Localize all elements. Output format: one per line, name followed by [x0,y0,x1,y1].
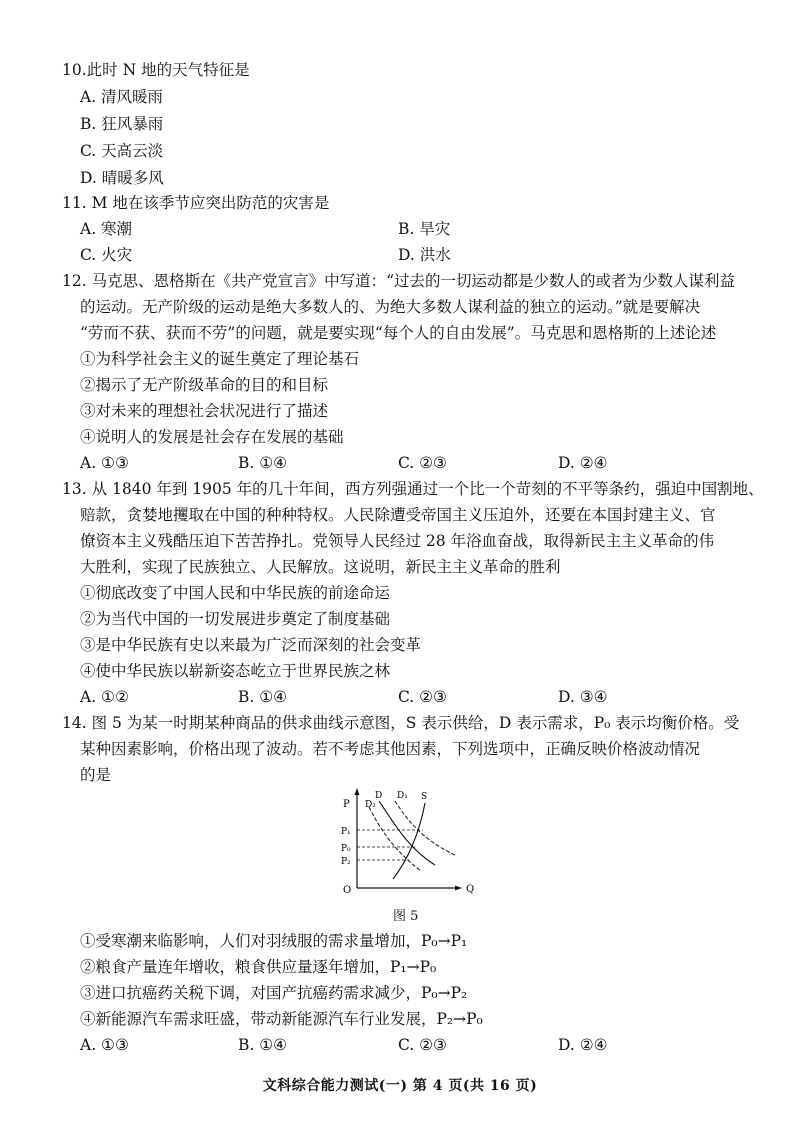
q13-stem-line-1: 13. 从 1840 年到 1905 年的几十年间，西方列强通过一个比一个苛刻的不平等条约，强迫中国割地、 [62,480,764,498]
p1-label: P₁ [341,827,351,837]
q10-stem: 10.此时 N 地的天气特征是 [62,61,250,79]
q13-item-1: ①彻底改变了中国人民和中华民族的前途命运 [80,584,391,602]
d-label: D [375,791,383,801]
q12-stem-line-2: 的运动。无产阶级的运动是绝大多数人的、为绝大多数人谋利益的独立的运动。”就是要解决 [80,298,701,316]
d2-label: D₂ [365,800,376,810]
q13-stem-line-4: 大胜利，实现了民族独立、人民解放。这说明，新民主主义革命的胜利 [80,558,561,576]
q11-option-d: D. 洪水 [398,246,451,264]
q13-option-a: A. ①② [80,688,129,706]
q13-stem-line-2: 赔款，贪婪地攫取在中国的种种特权。人民除遭受帝国主义压迫外，还要在本国封建主义、官 [80,506,716,524]
q14-item-2: ②粮食产量连年增收，粮食供应量逐年增加，P₁→P₀ [80,958,437,976]
demand-curve-d [379,801,435,865]
q13-item-2: ②为当代中国的一切发展进步奠定了制度基础 [80,610,391,628]
q-axis-label: Q [466,884,475,895]
q12-item-2: ②揭示了无产阶级革命的目的和目标 [80,376,329,394]
q14-item-4: ④新能源汽车需求旺盛，带动新能源汽车行业发展，P₂→P₀ [80,1010,483,1028]
q14-item-3: ③进口抗癌药关税下调，对国产抗癌药需求减少，P₀→P₂ [80,984,468,1002]
q14-option-b: B. ①④ [238,1036,288,1054]
q14-option-d: D. ②④ [558,1036,608,1054]
q14-stem-line-3: 的是 [80,766,112,784]
origin-label: O [343,885,352,896]
q12-stem-line-1: 12. 马克思、恩格斯在《共产党宣言》中写道：“过去的一切运动都是少数人的或者为少数人谋利益 [62,272,736,290]
q14-option-c: C. ②③ [398,1036,447,1054]
p0-label: P₀ [341,844,351,854]
q12-item-1: ①为科学社会主义的诞生奠定了理论基石 [80,350,360,368]
q12-option-a: A. ①③ [80,454,129,472]
q14-stem-line-2: 某种因素影响，价格出现了波动。若不考虑其他因素，下列选项中，正确反映价格波动情况 [80,740,701,758]
q11-stem: 11. M 地在该季节应突出防范的灾害是 [62,194,330,212]
d1-label: D₁ [397,791,408,801]
demand-curve-d2 [369,807,421,871]
q10-option-a: A. 清风暖雨 [80,88,164,106]
page-footer: 文科综合能力测试(一) 第 4 页(共 16 页) [262,1078,538,1094]
q14-stem-line-1: 14. 图 5 为某一时期某种商品的供求曲线示意图，S 表示供给，D 表示需求，P₀ 表示均衡价格。受 [62,714,740,732]
q10-option-b: B. 狂风暴雨 [80,115,164,133]
q13-item-4: ④使中华民族以崭新姿态屹立于世界民族之林 [80,662,391,680]
q10-option-c: C. 天高云淡 [80,142,164,160]
figure-caption: 图 5 [393,909,419,924]
q12-item-4: ④说明人的发展是社会存在发展的基础 [80,428,344,446]
q11-option-a: A. 寒潮 [80,220,133,238]
p-axis-label: P [343,799,350,810]
q12-item-3: ③对未来的理想社会状况进行了描述 [80,402,329,420]
s-label: S [421,792,428,802]
supply-curve-s [393,803,425,879]
q12-option-d: D. ②④ [558,454,608,472]
q-axis-arrow [455,886,462,891]
q12-option-b: B. ①④ [238,454,288,472]
q13-stem-line-3: 僚资本主义残酷压迫下苦苦挣扎。党领导人民经过 28 年浴血奋战，取得新民主主义革命的伟 [80,532,715,550]
q13-option-b: B. ①④ [238,688,288,706]
q14-item-1: ①受寒潮来临影响，人们对羽绒服的需求量增加，P₀→P₁ [80,932,468,950]
q13-option-c: C. ②③ [398,688,447,706]
supply-demand-figure [335,785,475,900]
q11-option-b: B. 旱灾 [398,220,451,238]
q14-option-a: A. ①③ [80,1036,129,1054]
p2-label: P₂ [341,857,351,867]
q13-item-3: ③是中华民族有史以来最为广泛而深刻的社会变革 [80,636,422,654]
q11-option-c: C. 火灾 [80,246,133,264]
q10-option-d: D. 晴暖多风 [80,169,164,187]
q12-option-c: C. ②③ [398,454,447,472]
q13-option-d: D. ③④ [558,688,608,706]
q12-stem-line-3: “劳而不获、获而不劳”的问题，就是要实现“每个人的自由发展”。马克思和恩格斯的上述论述 [80,324,717,342]
p-axis-arrow [355,788,360,795]
